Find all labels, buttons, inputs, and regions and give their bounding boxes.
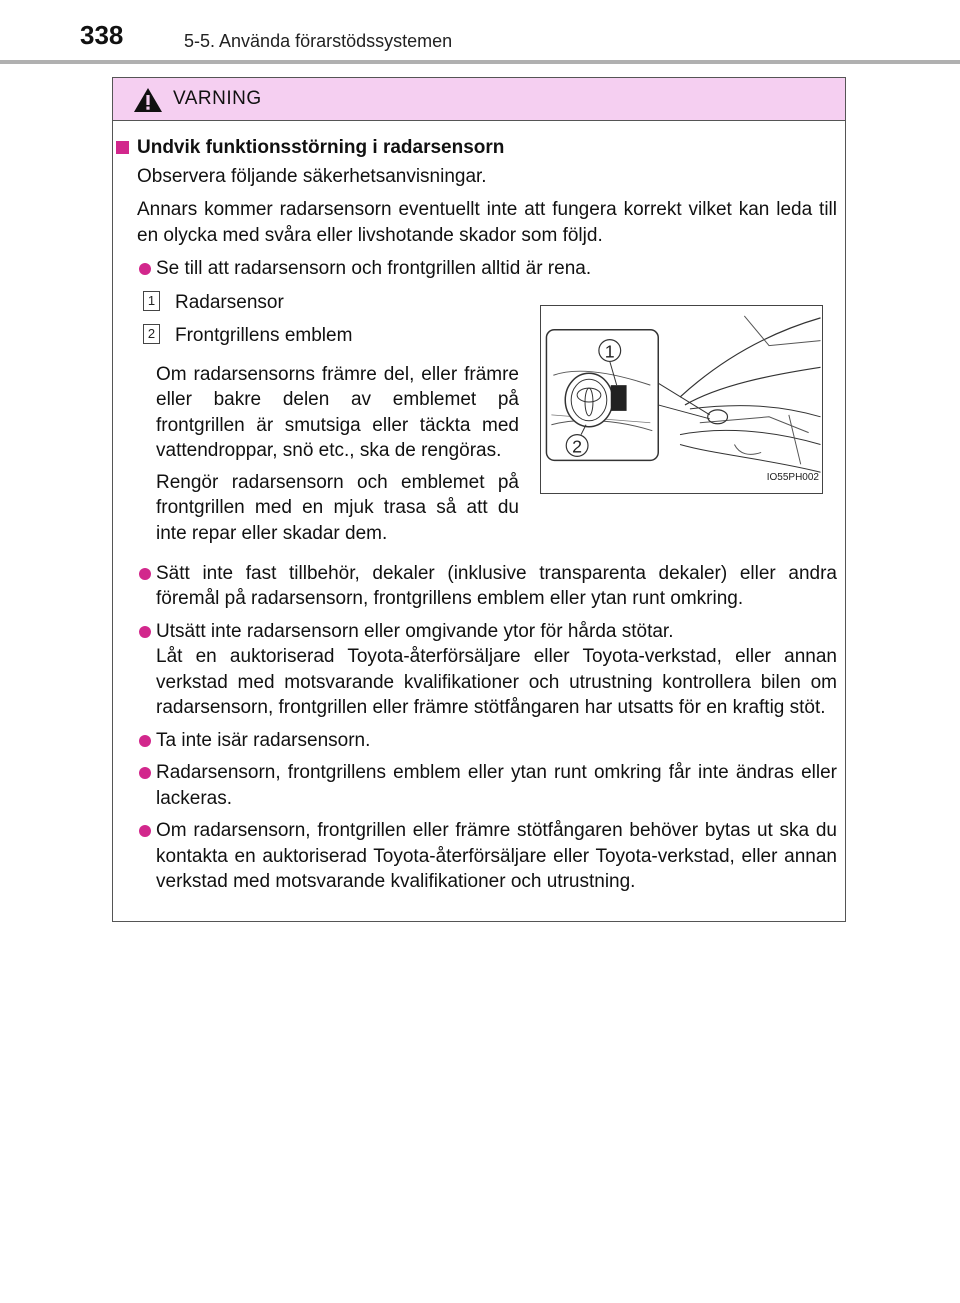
list-item xyxy=(113,728,845,754)
square-bullet-icon xyxy=(116,141,129,154)
bullet-dot-icon xyxy=(139,263,151,275)
bullet-text: Ta inte isär radarsensorn. xyxy=(156,729,371,751)
intro-paragraph-1: Observera följande säkerhetsanvisningar. xyxy=(137,165,487,187)
bullet-text: Radarsensorn, frontgrillens emblem eller ytan runt omkring får inte ändras eller lackeras. xyxy=(156,762,837,809)
figure-paragraph-1: Om radarsensorns främre del, eller främre eller bakre delen av emblemet på frontgrillen är smutsiga eller täckta med vattendroppar, snö etc., ska de rengöras. xyxy=(156,363,519,461)
bullet-text-continued: Låt en auktoriserad Toyota-återförsäljare eller Toyota-verkstad, eller annan verkstad med motsvarande kvalifikationer och utrustning kontrollera bilen om radarsensorn, frontgrillen eller främre stötfångaren har utsatts för en kraftig stöt. xyxy=(156,646,837,718)
bullet-text: Se till att radarsensorn och frontgrillen alltid är rena. xyxy=(156,258,592,279)
callout-item xyxy=(147,290,519,323)
callout-list xyxy=(147,290,519,547)
figure-code: IO55PH002 xyxy=(766,472,819,483)
list-item xyxy=(113,818,845,895)
list-item xyxy=(113,619,845,721)
warning-triangle-icon xyxy=(133,87,163,113)
callout-label: Radarsensor xyxy=(175,291,284,313)
warning-title: VARNING xyxy=(173,88,262,109)
bullet-text: Utsätt inte radarsensorn eller omgivande ytor för hårda stötar. xyxy=(156,620,674,642)
car-front-illustration xyxy=(540,305,823,494)
subheading-text: Undvik funktionsstörning i radarsensorn xyxy=(137,137,505,158)
figure-label-1: 1 xyxy=(604,340,615,361)
list-item xyxy=(113,256,845,282)
list-item xyxy=(113,561,845,612)
warning-content xyxy=(113,135,845,895)
figure-section xyxy=(113,290,845,578)
header-rule xyxy=(0,60,960,64)
figure-paragraph-2: Rengör radarsensorn och emblemet på frontgrillen med en mjuk trasa så att du inte repar eller skadar dem. xyxy=(156,471,519,544)
section-title: 5-5. Använda förarstödssystemen xyxy=(184,31,453,51)
bullet-dot-icon xyxy=(139,626,151,638)
bullet-text: Sätt inte fast tillbehör, dekaler (inklusive transparenta dekaler) eller andra föremål på radarsensorn, frontgrillens emblem eller ytan runt omkring. xyxy=(156,562,837,609)
warning-box xyxy=(112,77,846,922)
bullet-dot-icon xyxy=(139,825,151,837)
page-number: 338 xyxy=(80,20,124,50)
callout-item xyxy=(147,323,519,356)
callout-number: 1 xyxy=(143,291,160,311)
intro-paragraph-2: Annars kommer radarsensorn eventuellt inte att fungera korrekt vilket kan leda till en olycka med svåra eller livshotande skador som följd. xyxy=(137,199,837,246)
bullet-dot-icon xyxy=(139,568,151,580)
bullet-text: Om radarsensorn, frontgrillen eller främre stötfångaren behöver bytas ut ska du kontakta en auktoriserad Toyota-återförsäljare eller Toyota-verkstad, eller annan verkstad med motsvarande kvalifikationer och utrustning. xyxy=(156,820,837,892)
warning-header xyxy=(113,78,845,121)
bullet-dot-icon xyxy=(139,735,151,747)
warning-subheading xyxy=(113,135,845,161)
figure-label-2: 2 xyxy=(572,435,583,456)
callout-number: 2 xyxy=(143,324,160,344)
bullet-dot-icon xyxy=(139,767,151,779)
callout-label: Frontgrillens emblem xyxy=(175,324,353,346)
list-item xyxy=(113,760,845,811)
